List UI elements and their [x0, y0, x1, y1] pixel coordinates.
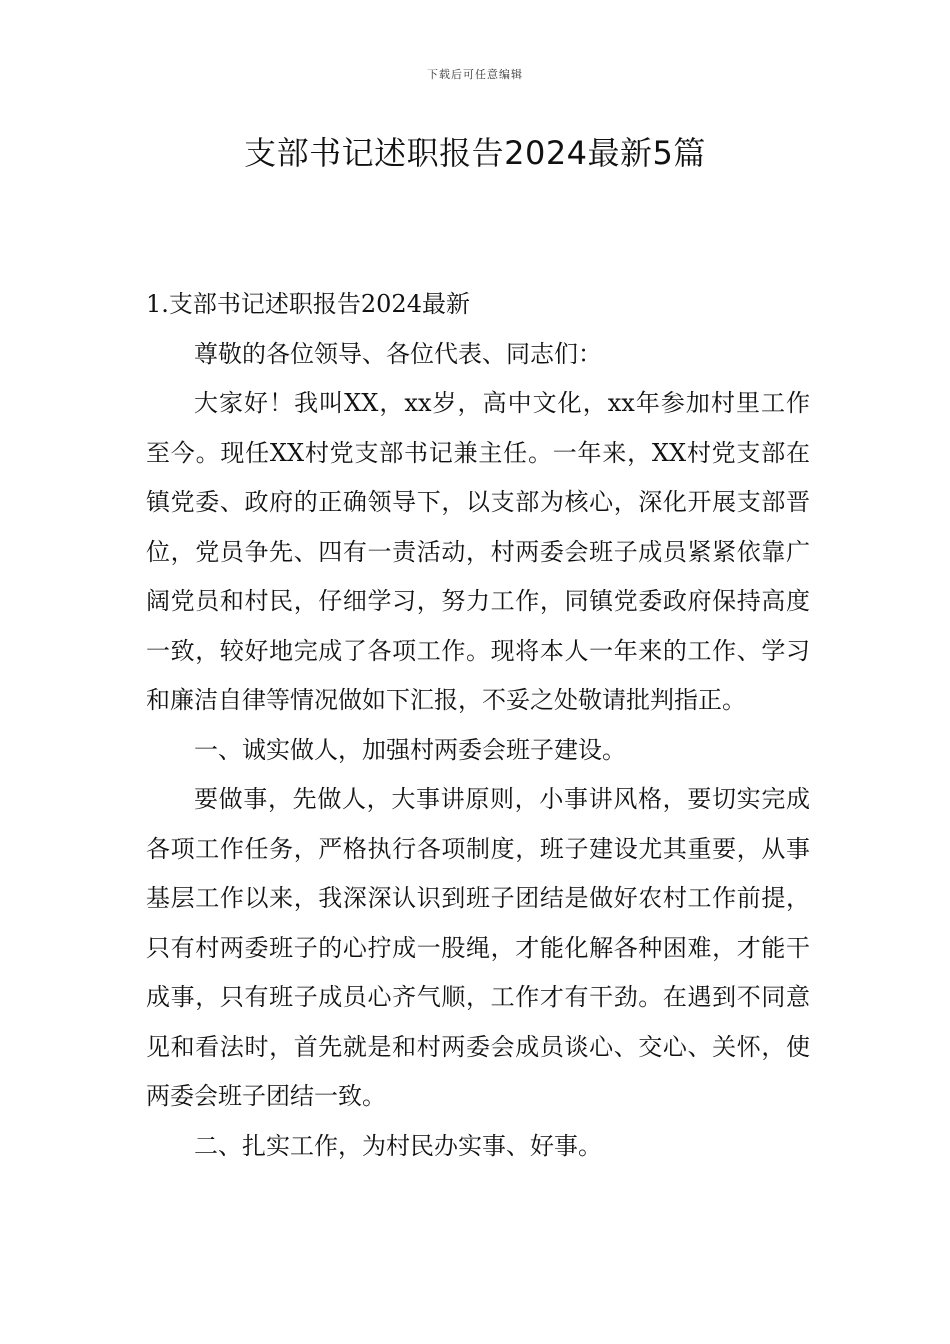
subheading-two: 二、扎实工作，为村民办实事、好事。 [194, 1131, 602, 1160]
document-body [146, 280, 810, 1171]
header-note: 下载后可任意编辑 [427, 68, 523, 81]
salutation-paragraph: 尊敬的各位领导、各位代表、同志们： [194, 339, 602, 368]
intro-paragraph: 大家好！我叫XX，xx岁，高中文化，xx年参加村里工作至今。现任XX村党支部书记兼主任。一年来，XX村党支部在镇党委、政府的正确领导下，以支部为核心，深化开展支部晋位，党员争先、四有一责活动，村两委会班子成员紧紧依靠广阔党员和村民，仔细学习，努力工作，同镇党委政府保持高度一致，较好地完成了各项工作。现将本人一年来的工作、学习和廉洁自律等情况做如下汇报，不妥之处敬请批判指正。 [146, 389, 810, 714]
body-paragraph: 要做事，先做人，大事讲原则，小事讲风格，要切实完成各项工作任务，严格执行各项制度，班子建设尤其重要，从事基层工作以来，我深深认识到班子团结是做好农村工作前提，只有村两委班子的心拧成一股绳，才能化解各种困难，才能干成事，只有班子成员心齐气顺，工作才有干劲。在遇到不同意见和看法时，首先就是和村两委会成员谈心、交心、关怀，使两委会班子团结一致。 [146, 785, 810, 1110]
section-heading: 1.支部书记述职报告2024最新 [146, 290, 470, 318]
subheading-one: 一、诚实做人，加强村两委会班子建设。 [194, 735, 626, 764]
document-title: 支部书记述职报告2024最新5篇 [244, 134, 706, 172]
